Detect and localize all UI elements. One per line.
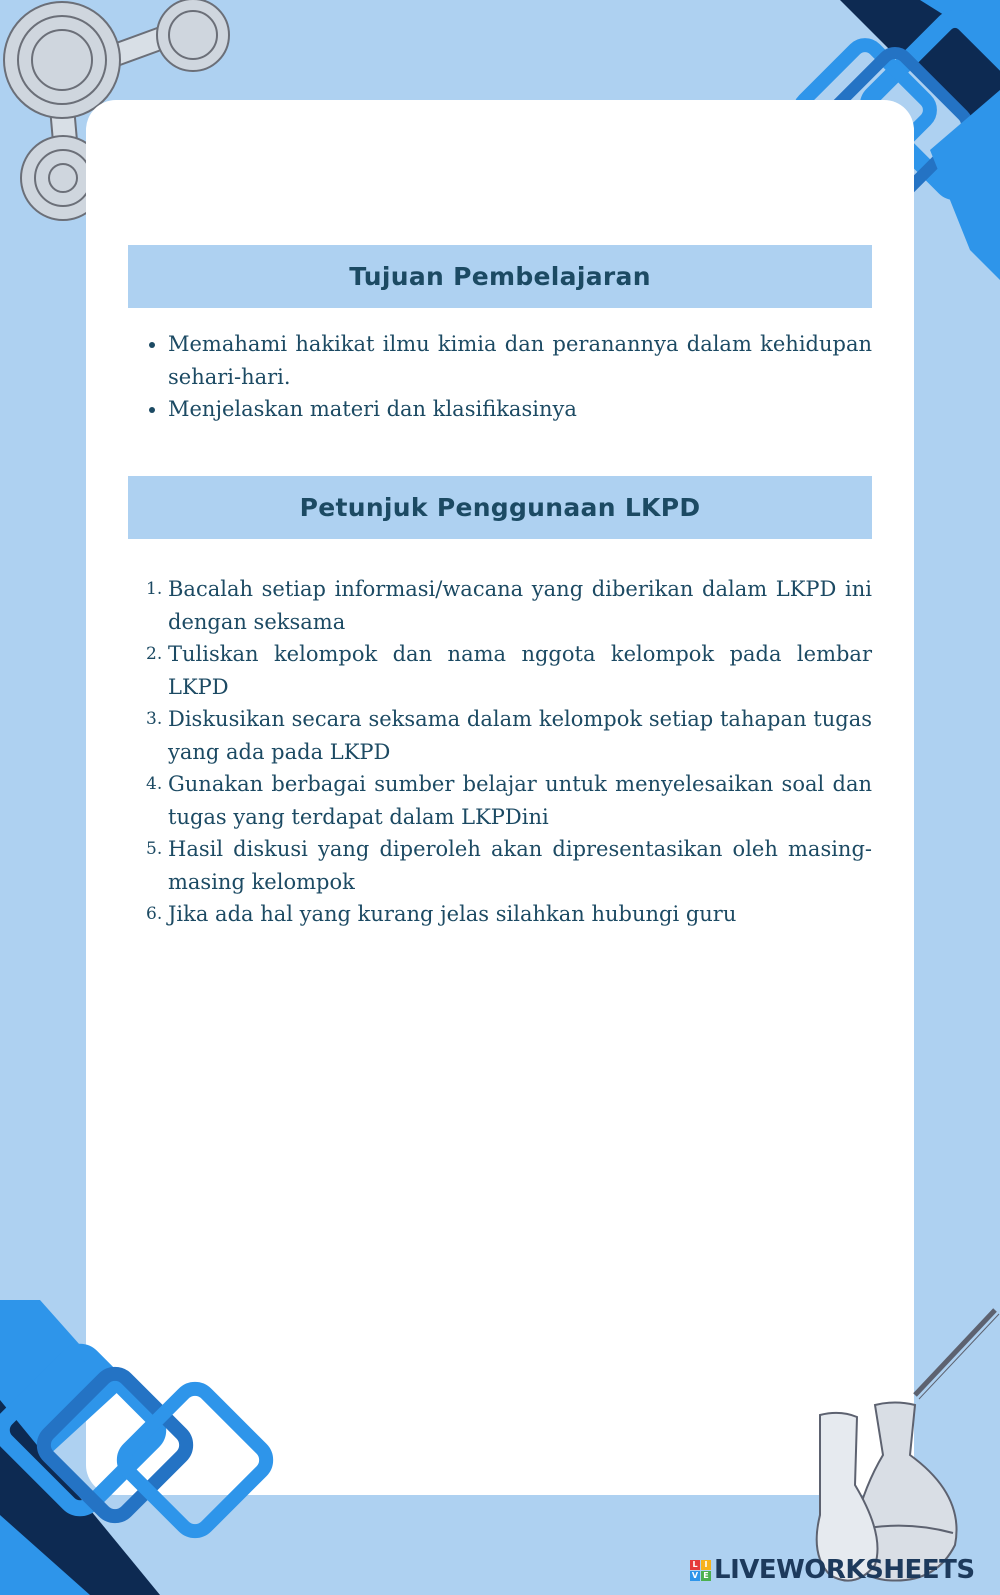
list-item-text: Jika ada hal yang kurang jelas silahkan hubungi guru: [168, 902, 737, 926]
flask-sketch-icon: [815, 1305, 1000, 1595]
learning-goals-list: [148, 328, 872, 426]
list-item-text: Tuliskan kelompok dan nama nggota kelompok pada lembar LKPD: [168, 642, 872, 699]
list-item: [148, 898, 872, 931]
list-item: [148, 328, 872, 393]
brand-name: LIVEWORKSHEETS: [714, 1555, 975, 1585]
list-number: 4.: [146, 774, 163, 794]
list-item-text: Gunakan berbagai sumber belajar untuk menyelesaikan soal dan tugas yang terdapat dalam LKPDini: [168, 772, 872, 829]
list-item: [148, 703, 872, 768]
section-heading-tujuan: [128, 245, 872, 308]
brand-logo-icon: [690, 1560, 711, 1581]
list-number: 6.: [146, 904, 163, 924]
logo-letter: V: [691, 1570, 699, 1580]
list-item: [148, 573, 872, 638]
list-number: 2.: [146, 644, 163, 664]
list-item: [148, 833, 872, 898]
list-item: [148, 638, 872, 703]
instructions-list: [148, 573, 872, 931]
list-number: 5.: [146, 839, 163, 859]
list-item-text: Menjelaskan materi dan klasifikasinya: [168, 397, 577, 421]
logo-letter: L: [690, 1560, 700, 1570]
list-number: 3.: [146, 709, 163, 729]
logo-letter: I: [701, 1560, 711, 1570]
list-item-text: Diskusikan secara seksama dalam kelompok setiap tahapan tugas yang ada pada LKPD: [168, 707, 872, 764]
list-item: [148, 393, 872, 426]
section-title: Petunjuk Penggunaan LKPD: [299, 493, 701, 522]
section-title: Tujuan Pembelajaran: [349, 262, 651, 291]
list-item: [148, 768, 872, 833]
list-item-text: Hasil diskusi yang diperoleh akan dipresentasikan oleh masing-masing kelompok: [168, 837, 872, 894]
logo-letter: E: [701, 1571, 711, 1581]
brand-logo: [690, 1553, 975, 1587]
section-heading-petunjuk: [128, 476, 872, 539]
list-number: 1.: [146, 579, 163, 599]
list-item-text: Memahami hakikat ilmu kimia dan peranannya dalam kehidupan sehari-hari.: [168, 332, 872, 389]
list-item-text: Bacalah setiap informasi/wacana yang diberikan dalam LKPD ini dengan seksama: [168, 577, 872, 634]
bottom-left-decoration: [0, 1300, 290, 1595]
